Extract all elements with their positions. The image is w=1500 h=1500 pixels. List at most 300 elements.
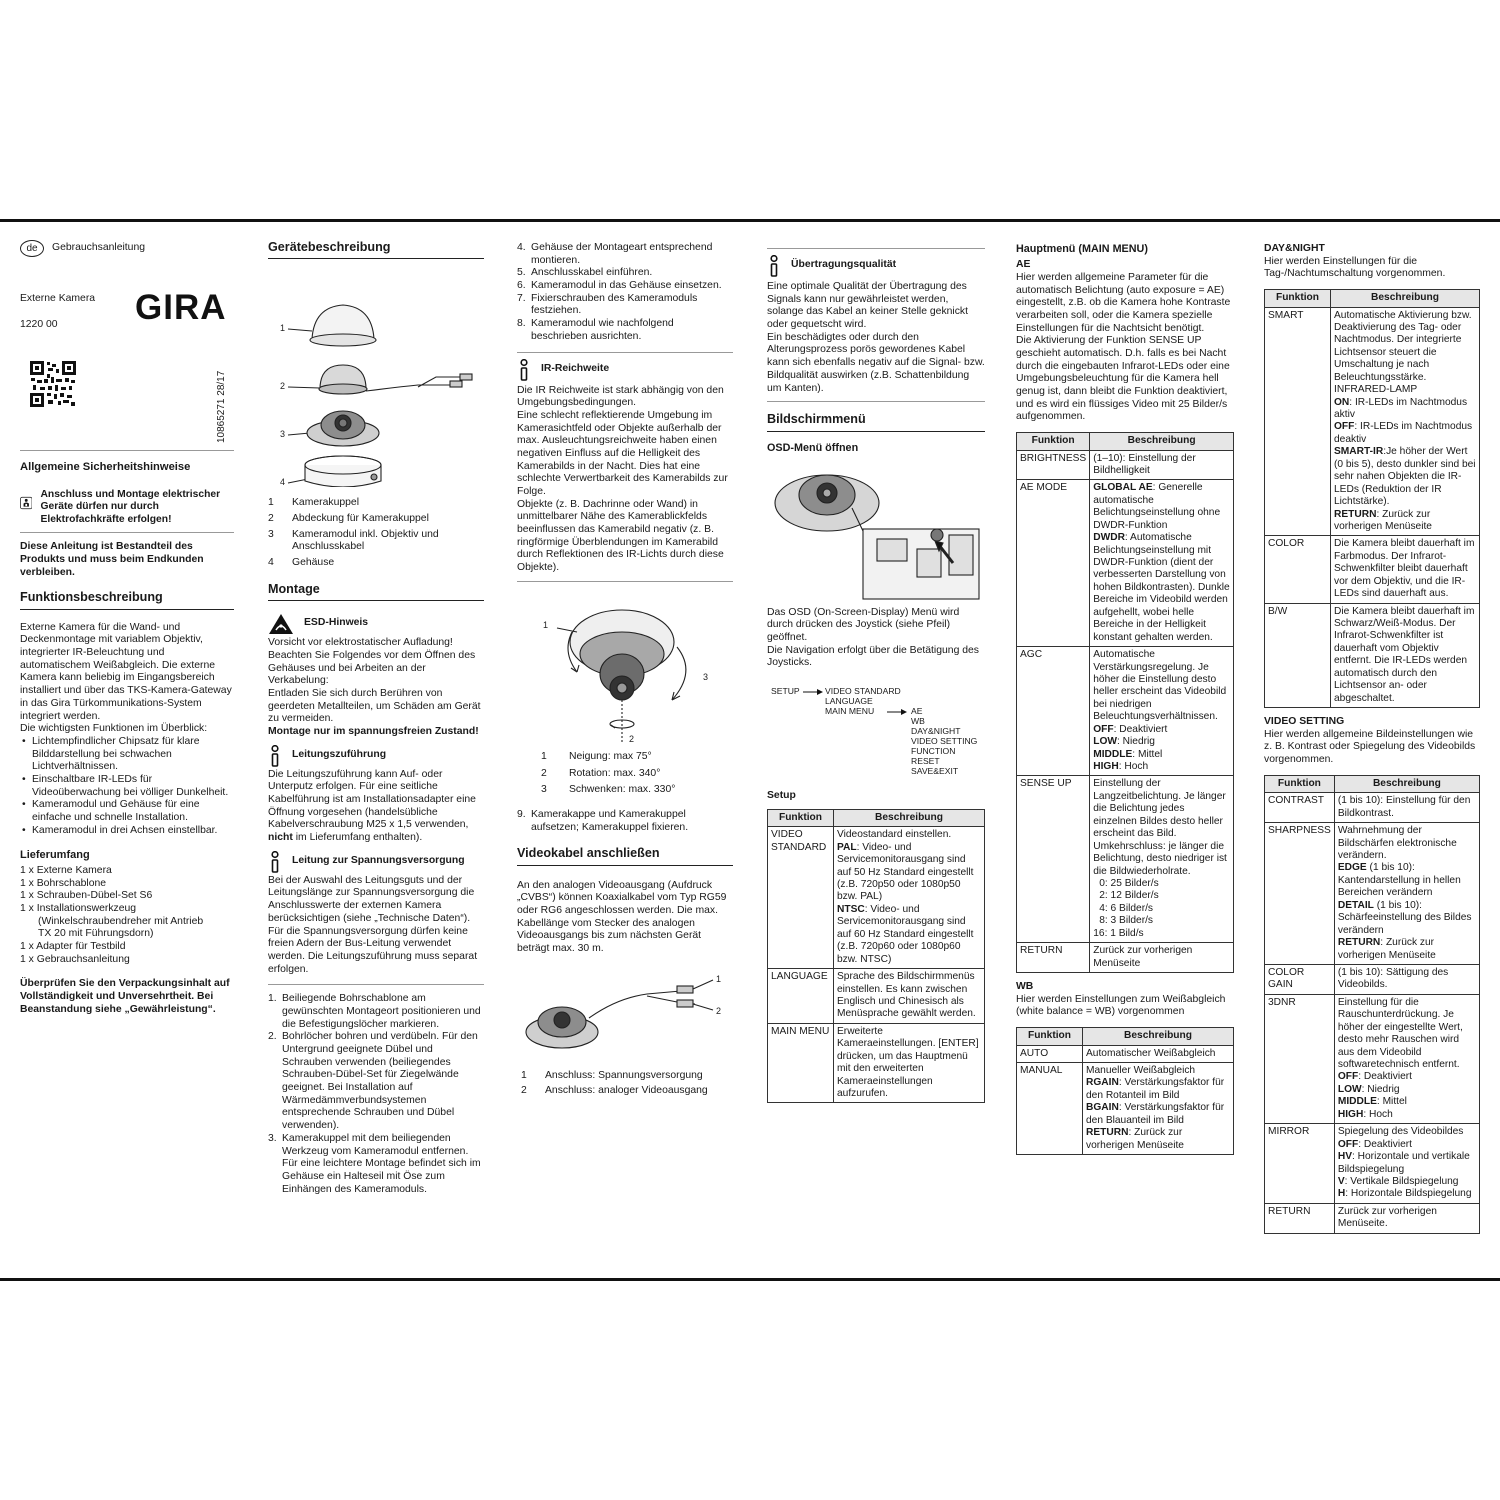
function-bullets (20, 736, 234, 838)
osd-level1: MAIN MENU (825, 706, 875, 717)
arrow-right-icon (803, 688, 823, 696)
adjustment-axes-figure (517, 592, 733, 747)
cell-bold: LOW (1337, 1083, 1362, 1095)
cell-text (1338, 1139, 1476, 1151)
cell-text (1086, 1077, 1230, 1102)
table-cell: Sprache des Bildschirmmenüs einstellen. Es kann zwischen Englisch und Chinesisch als Menüsprache gewählt werden. (834, 969, 985, 1024)
legend-number: 2 (521, 1085, 527, 1097)
table-cell: Die Kamera bleibt dauerhaft im Farbmodus. Der Infrarot-Schwenkfilter bleibt dauerhaft vor dem Objektiv, und die IR-LEDs sind dauerhaft aus. (1331, 536, 1480, 603)
ae-text-2: Die Aktivierung der Funktion SENSE UP geschieht automatisch. D.h. falls es bei Nacht durch die eingebauten Infrarot-LEDs oder eine Umgebungsbeleuchtung für die Kamera hell genug ist, dann bleibt die Funktion deaktiviert, und es wird ein flüssiges Video mit 25 Bilder/s aufgenommen. (1016, 335, 1230, 423)
electrician-warning-icon (20, 489, 32, 517)
cell-text: : Verstärkungsfaktor für den Rotanteil im Bild (1086, 1077, 1225, 1101)
info-icon (268, 851, 282, 873)
table-cell: RETURN (1265, 1203, 1335, 1233)
osd-level2: VIDEO SETTING (911, 736, 978, 747)
table-cell (1334, 1124, 1479, 1204)
cell-bold: LOW (1093, 736, 1117, 748)
joystick-figure (767, 463, 985, 603)
table-row (1017, 647, 1234, 776)
cell-text: Spiegelung des Videobildes (1337, 1126, 1464, 1138)
esd-text-2: Entladen Sie sich durch Berühren von geerdeten Metallteilen, um Schäden am Gerät zu vermeiden. (268, 687, 481, 725)
video-legend (517, 1070, 733, 1098)
cell-text (1093, 761, 1230, 773)
cell-text (1338, 1109, 1476, 1121)
table-row (1265, 823, 1480, 965)
column-3 (517, 242, 733, 1098)
step-text: Bohrlöcher bohren und verdübeln. Für den Untergrund geeignete Dübel und Schrauben verwenden (beiliegendes Schrauben-Dübel-Set für Ziegelwände geeignet. Bei Installation auf Wärmedämmverbundsystemen entsprechende Schrauben und Dübel verwenden). (282, 1031, 478, 1132)
cell-text (1338, 1188, 1476, 1200)
video-setting-title: VIDEO SETTING (1264, 716, 1345, 728)
step-number: 9. (517, 808, 526, 820)
list-item: 1 x Installationswerkzeug (20, 902, 137, 914)
table-row (1017, 1062, 1234, 1154)
cell-bold: RGAIN (1086, 1077, 1119, 1089)
list-item: (Winkelschraubendreher mit Antrieb (38, 915, 204, 927)
qr-code-icon (30, 361, 76, 407)
delivery-title: Lieferumfang (20, 849, 90, 862)
cell-text: : Hoch (1118, 761, 1149, 773)
table-cell (834, 827, 985, 969)
osd-setup: SETUP (771, 686, 800, 697)
list-item (517, 280, 733, 293)
list-item: • Lichtempfindlicher Chipsatz für klare Bilddarstellung bei schwachen Lichtverhältnissen. (20, 736, 234, 774)
table-header: Funktion (1017, 1028, 1083, 1045)
cell-text: : Niedrig (1117, 736, 1155, 748)
safety-note: Diese Anleitung ist Bestandteil des Produkts und muss beim Endkunden verbleiben. (20, 541, 204, 578)
transmission-title: Übertragungsqualität (791, 259, 897, 270)
ir-text-3: Objekte (z. B. Dachrinne oder Wand) in unmittelbarer Nähe des Kamerablickfelds beeinflussen das Kamerabild negativ (z. B. ringförmige Überblendungen im Kamerabild durch Reflektionen des IR-Lichts durch diese Objekte). (517, 498, 724, 574)
table-cell: (1 bis 10): Sättigung des Videobilds. (1334, 964, 1479, 994)
instruction-sheet (0, 219, 1500, 1281)
cell-text (1093, 482, 1230, 532)
function-title: Funktionsbeschreibung (20, 590, 234, 609)
cell-bold: OFF (1337, 1138, 1359, 1150)
cell-bold: DETAIL (1337, 899, 1374, 911)
table-row (768, 969, 985, 1024)
table-cell: Zurück zur vorherigen Menüseite (1090, 943, 1234, 973)
table-row (1265, 536, 1480, 603)
column-5 (1016, 243, 1234, 1155)
delivery-check: Überprüfen Sie den Verpackungsinhalt auf Vollständigkeit und Unversehrtheit. Bei Beanstandung siehe „Gewährleistung“. (20, 978, 230, 1015)
article-number: 1220 00 (20, 319, 58, 330)
legend-text: Abdeckung für Kamerakuppel (292, 513, 429, 525)
list-item: TX 20 mit Führungsdorn) (38, 928, 154, 940)
supply-text (268, 769, 484, 845)
cell-text: : IR-LEDs im Nachtmodus deaktiv (1334, 421, 1473, 445)
step-text: Kameramodul in das Gehäuse einsetzen. (531, 280, 722, 292)
cell-text: : Niedrig (1361, 1083, 1400, 1095)
cell-text (1338, 1176, 1476, 1188)
cell-text (1338, 1096, 1476, 1108)
cell-text: 0: 25 Bilder/s (1099, 877, 1159, 889)
cell-bold: RETURN (1334, 508, 1377, 520)
video-text: An den analogen Videoausgang (Aufdruck „CVBS“) können Koaxialkabel vom Typ RG59 oder RG6 angeschlossen werden. Die max. Kabellänge vom Stecker des analogen Videoausgangs bis zum nächsten Gerät beträgt max. 30 m. (517, 879, 727, 955)
mounting-title: Montage (268, 582, 484, 601)
table-cell: MIRROR (1265, 1124, 1335, 1204)
legend-text: Anschluss: analoger Videoausgang (545, 1085, 708, 1097)
supply-text-bold: nicht (268, 832, 293, 844)
power-note (268, 851, 484, 873)
table-row (1265, 603, 1480, 708)
mounting-step-9 (517, 809, 733, 834)
table-row (1017, 943, 1234, 973)
table-cell: MAIN MENU (768, 1023, 834, 1103)
function-text: Externe Kamera für die Wand- und Deckenmontage mit variablem Objektiv, integrierter IR-Beleuchtung und automatischem Weißabgleich. Die externe Kamera kann beliebig im Eingangsbereich installiert und über das TKS-Kamera-Gateway in das Gira Türkommunikations-System integriert werden. (20, 621, 232, 722)
column-6 (1264, 243, 1480, 1234)
ae-text-1: Hier werden allgemeine Parameter für die automatisch Belichtung (auto exposure = AE) eingestellt, z.B. ob die Kamera hohe Kontraste verarbeiten soll, oder die Kamera spezielle Einstellungen für die Nachtsicht benötigt. (1016, 271, 1231, 334)
list-item (517, 318, 733, 343)
power-title: Leitung zur Spannungsversorgung (292, 854, 465, 866)
table-cell (1331, 307, 1480, 536)
list-item: 1 x Externe Kamera (20, 864, 112, 876)
cell-text: 4: 6 Bilder/s (1099, 902, 1154, 914)
step-number: 7. (517, 292, 526, 304)
figure-number: 4 (280, 477, 286, 488)
cell-text: : IR-LEDs im Nachtmodus aktiv (1334, 396, 1468, 420)
gira-logo: GIRA (135, 288, 227, 327)
language-badge: de (20, 240, 44, 257)
cell-bold: HV (1337, 1151, 1352, 1163)
step-number: 6. (517, 280, 526, 292)
safety-warning (20, 489, 234, 527)
cell-text: : Horizontale Bildspiegelung (1345, 1188, 1472, 1200)
column-4 (767, 248, 985, 1103)
step-text: Kamerakappe und Kamerakuppel aufsetzen; Kamerakuppel fixieren. (531, 808, 689, 833)
table-cell: SENSE UP (1017, 776, 1090, 943)
list-item: 1 x Bohrschablone (20, 877, 107, 889)
ae-title: AE (1016, 259, 1031, 271)
table-header: Funktion (1265, 775, 1335, 792)
cell-text (1334, 397, 1476, 422)
osd-level2: WB (911, 716, 925, 727)
table-cell: (1 bis 10): Einstellung für den Bildkontrast. (1334, 793, 1479, 823)
cell-bold: H (1337, 1188, 1346, 1200)
legend-number: 3 (541, 784, 547, 796)
figure-number: 1 (280, 323, 286, 334)
legend-text: Neigung: max 75° (569, 750, 652, 762)
supply-text-b: im Lieferumfang enthalten). (295, 832, 423, 844)
list-item: 1 x Schrauben-Dübel-Set S6 (20, 890, 153, 902)
legend-number: 2 (541, 767, 547, 779)
legend-number: 4 (268, 557, 274, 569)
esd-note (268, 613, 484, 635)
cell-text (1338, 1151, 1476, 1176)
list-item: 1 x Gebrauchsanleitung (20, 953, 130, 965)
cell-text (1334, 421, 1476, 446)
legend-text: Gehäuse (292, 557, 335, 569)
legend-number: 1 (541, 750, 547, 762)
table-cell: COLOR (1265, 536, 1331, 603)
list-item: • Kameramodul in drei Achsen einstellbar. (20, 825, 234, 838)
step-number: 3. (268, 1132, 277, 1144)
step-text: Fixierschrauben des Kameramoduls festziehen. (531, 292, 698, 317)
cell-text: Automatische Verstärkungsregelung. Je höher die Einstellung desto heller erscheint das Videobild bei niedrigen Beleuchtungsverhältnissen. (1093, 649, 1227, 723)
list-item (268, 1133, 484, 1196)
transmission-text-2: Ein beschädigtes oder durch den Alterungsprozess porös gewordenes Kabel kann sich ebenfalls negativ auf die Signal- bzw. Bildqualität auswirken (z.B. Schattenbildung um Kanten). (767, 331, 985, 394)
osd-text-2: Die Navigation erfolgt über die Betätigung des Joysticks. (767, 644, 979, 669)
legend-text: Anschluss: Spannungsversorgung (545, 1069, 703, 1081)
axis-number: 3 (703, 671, 709, 682)
arrow-right-icon (887, 708, 907, 716)
cell-bold: RETURN (1337, 937, 1381, 949)
step-number: 5. (517, 267, 526, 279)
step-text: Kameramodul wie nachfolgend beschrieben ausrichten. (531, 318, 674, 342)
cell-text: : Hoch (1363, 1108, 1393, 1120)
esd-warning-icon (268, 613, 294, 635)
list-item (268, 1031, 484, 1133)
cell-text (1093, 532, 1230, 644)
cell-bold: RETURN (1086, 1127, 1129, 1139)
step-number: 8. (517, 318, 526, 330)
figure-number: 1 (716, 973, 722, 984)
cell-bold: DWDR (1093, 532, 1125, 544)
cell-text: : Mittel (1376, 1096, 1407, 1108)
table-cell: VIDEO STANDARD (768, 827, 834, 969)
esd-text: Vorsicht vor elektrostatischer Aufladung! Beachten Sie Folgendes vor dem Öffnen des Gehäuses und bei Arbeiten an der Verkabelung: (268, 637, 476, 687)
table-cell (1090, 776, 1234, 943)
cell-text: 16: 1 Bild/s (1093, 927, 1144, 939)
legend-text: Kamerakuppel (292, 497, 360, 509)
cell-text: Wahrnehmung der Bildschärfen elektronische verändern. (1337, 825, 1457, 861)
ae-table (1016, 432, 1234, 973)
table-cell: CONTRAST (1265, 793, 1335, 823)
table-row (1265, 1124, 1480, 1204)
osd-level2: DAY&NIGHT (911, 726, 961, 737)
step-text: Beiliegende Bohrschablone am gewünschten Montageort positionieren und die Befestigungslöcher markieren. (282, 993, 481, 1030)
daynight-table (1264, 289, 1480, 708)
delivery-list (20, 865, 234, 967)
device-legend (268, 497, 484, 569)
table-cell (1090, 647, 1234, 776)
ir-note (517, 359, 733, 381)
esd-title: ESD-Hinweis (304, 617, 369, 629)
cell-text: Automatische Aktivierung bzw. Deaktivierung des Tag- oder Nachtmodus. Der integrierte Lichtsensor steuert die Umschaltung je nach Beleuchtungsstärke. (1334, 309, 1472, 383)
table-row (768, 1023, 985, 1103)
list-item: 1 x Adapter für Testbild (20, 940, 126, 952)
cell-bold: OFF (1334, 421, 1355, 433)
table-cell: 3DNR (1265, 994, 1335, 1123)
cell-text (1338, 862, 1476, 899)
esd-bold: Montage nur im spannungsfreien Zustand! (268, 725, 479, 737)
list-item (517, 809, 733, 834)
table-header: Beschreibung (1331, 290, 1480, 307)
video-setting-table (1264, 775, 1480, 1234)
list-item (268, 993, 484, 1031)
video-setting-text: Hier werden allgemeine Bildeinstellungen wie z. B. Kontrast oder Spiegelung des Videobilds vorgenommen. (1264, 728, 1476, 766)
supply-title: Leitungszuführung (292, 748, 387, 760)
table-header: Beschreibung (1334, 775, 1479, 792)
supply-note (268, 745, 484, 767)
cell-text: (1 bis 10): Kantendarstellung in hellen Bereichen verändern (1337, 862, 1461, 899)
cell-text (1093, 724, 1230, 736)
cell-text: : Horizontale und vertikale Bildspiegelung (1337, 1151, 1470, 1175)
axis-number: 2 (629, 733, 635, 744)
axis-number: 1 (543, 619, 549, 630)
cell-text: 2: 12 Bilder/s (1099, 890, 1159, 902)
daynight-text: Hier werden Einstellungen für die Tag-/Nachtumschaltung vorgenommen. (1264, 255, 1446, 280)
table-cell (1334, 823, 1479, 965)
legend-number: 1 (521, 1069, 527, 1081)
ir-text-1: Die IR Reichweite ist stark abhängig von den Umgebungsbedingungen. (517, 384, 724, 409)
legend-text: Rotation: max. 340° (569, 767, 661, 779)
cell-bold: PAL (837, 841, 857, 853)
cell-text (1334, 446, 1476, 508)
step-number: 4. (517, 242, 526, 253)
step-text: Anschlusskabel einführen. (531, 267, 653, 279)
power-text-1: Bei der Auswahl des Leitungsguts und der Leitungslänge zur Spannungsversorgung die Anschlusswerte der externen Kamera berücksichtigen (siehe „Technische Daten“). (268, 874, 475, 924)
function-intro: Die wichtigsten Funktionen im Überblick: (20, 723, 208, 735)
cell-bold: OFF (1337, 1071, 1359, 1083)
osd-level1: LANGUAGE (825, 696, 873, 707)
legend-text: Schwenken: max. 330° (569, 784, 676, 796)
table-cell: COLOR GAIN (1265, 964, 1335, 994)
cell-text (1334, 509, 1476, 534)
ir-title: IR-Reichweite (541, 362, 610, 374)
cell-text (1338, 1084, 1476, 1096)
table-cell: Erweiterte Kameraeinstellungen. [ENTER] drücken, um das Hauptmenü mit den erweiterten Kameraeinstellungen aufzurufen. (834, 1023, 985, 1103)
cell-text: Manueller Weißabgleich (1086, 1064, 1196, 1076)
transmission-note (767, 255, 985, 277)
step-text: Kamerakuppel mit dem beiliegenden Werkzeug vom Kameramodul entfernen. Für eine leichtere Montage befindet sich im Gehäuse ein Halteseil mit Öse zum Einhängen des Kameramoduls. (282, 1132, 481, 1195)
table-cell: (1–10): Einstellung der Bildhelligkeit (1090, 450, 1234, 480)
osd-text-1: Das OSD (On-Screen-Display) Menü wird durch drücken des Joystick (siehe Pfeil) geöffnet. (767, 606, 960, 644)
table-cell: AE MODE (1017, 480, 1090, 647)
table-row (1265, 307, 1480, 536)
supply-text-a: Die Leitungszuführung kann Auf- oder Unterputz erfolgen. Für eine seitliche Kabelführung ist am Installationsadapter eine Öffnung vorgesehen (handelsübliche Kabelverschraubung M25 x 1,5 verwenden, (268, 768, 476, 831)
table-cell: AUTO (1017, 1045, 1083, 1062)
list-item: • Einschaltbare IR-LEDs für Videoüberwachung bei völliger Dunkelheit. (20, 774, 234, 799)
column-1 (20, 240, 234, 1016)
osd-open-title: OSD-Menü öffnen (767, 441, 859, 454)
daynight-title: DAY&NIGHT (1264, 243, 1325, 254)
table-row (1265, 1203, 1480, 1233)
cell-bold: GLOBAL AE (1093, 482, 1153, 494)
cell-bold: V (1337, 1175, 1345, 1187)
cell-bold: EDGE (1337, 862, 1367, 874)
list-item (517, 293, 733, 318)
column-2 (268, 240, 484, 1196)
cell-text: Videostandard einstellen. (837, 829, 952, 841)
cell-text (1338, 937, 1476, 962)
table-cell: Zurück zur vorherigen Menüseite. (1334, 1203, 1479, 1233)
cell-bold: HIGH (1093, 761, 1119, 773)
osd-level2: FUNCTION (911, 746, 956, 757)
cell-bold: MIDDLE (1093, 748, 1133, 760)
cell-text (1093, 736, 1230, 748)
osd-menu-tree (767, 686, 985, 786)
table-header: Beschreibung (834, 809, 985, 826)
step-text: Gehäuse der Montageart entsprechend montieren. (531, 242, 713, 266)
table-cell (1334, 994, 1479, 1123)
cell-text: Einstellung für die Rauschunterdrückung. Je höher der eingestellte Wert, desto mehr Rauschen wird aus dem Videobild softwaretechnisch entfernt. (1337, 996, 1463, 1070)
table-cell: SMART (1265, 307, 1331, 536)
cell-bold: NTSC (837, 903, 865, 915)
cell-text: : Deaktiviert (1358, 1071, 1413, 1083)
cell-text: (1 bis 10): Schärfeeinstellung des Bildes verändern (1337, 899, 1472, 936)
osd-level2: AE (911, 706, 923, 717)
cell-text (1093, 749, 1230, 761)
doc-type: Gebrauchsanleitung (52, 242, 146, 254)
table-header: Beschreibung (1090, 433, 1234, 450)
info-icon (767, 255, 781, 277)
figure-number: 2 (280, 381, 286, 392)
cell-text: : Verstärkungsfaktor für den Blauanteil im Bild (1086, 1102, 1225, 1126)
osd-level2: RESET (911, 756, 940, 767)
video-cable-figure (517, 970, 733, 1060)
cell-text: : Video- und Servicemonitorausgang sind auf 60 Hz Standard eingestellt (z.B. 720p60 oder 1080p60 bzw. NTSC) (837, 903, 974, 965)
table-cell: Die Kamera bleibt dauerhaft im Schwarz/Weiß-Modus. Der Infrarot-Schwenkfilter ist dauerhaft vom Objektiv entfernt. Die IR-LEDs werden automatisch durch den Lichtsensor an- oder abgeschaltet. (1331, 603, 1480, 708)
ir-text-2: Eine schlecht reflektierende Umgebung im Kamerasichtfeld oder Objekte außerhalb der max. Ausleuchtungsreichweite haben einen negativen Einfluss auf die Helligkeit des Kamerabilds in der Nacht. Dies hat eine schlechte Verwertbarkeit des Kamerabilds zur Folge. (517, 409, 728, 497)
cell-text: : Mittel (1132, 748, 1163, 760)
table-cell (1083, 1062, 1234, 1154)
mounting-steps-2 (517, 242, 733, 344)
cell-text: : Generelle automatische Belichtungseinstellung ohne DWDR-Funktion (1093, 482, 1221, 531)
cell-text: : Zurück zur vorherigen Menüseite (1086, 1127, 1184, 1151)
table-row (1017, 776, 1234, 943)
safety-title: Allgemeine Sicherheitshinweise (20, 461, 191, 473)
table-row (1017, 450, 1234, 480)
cell-bold: SMART-IR (1334, 446, 1384, 458)
info-icon (268, 745, 282, 767)
cell-text: Einstellung der Langzeitbelichtung. Je länger die Belichtung jedes einzelnen Bildes desto heller erscheint das Bild. Umkehrschluss: je länger die Belichtung, desto niedriger ist die Bildwiederholrate. (1093, 778, 1227, 877)
osd-level1: VIDEO STANDARD (825, 686, 901, 697)
table-cell: MANUAL (1017, 1062, 1083, 1154)
table-cell: AGC (1017, 647, 1090, 776)
cell-text (1086, 1102, 1230, 1127)
table-header: Funktion (768, 809, 834, 826)
cell-text: 8: 3 Bilder/s (1099, 915, 1154, 927)
wb-table (1016, 1027, 1234, 1155)
table-row (1017, 1045, 1234, 1062)
table-cell: Automatischer Weißabgleich (1083, 1045, 1234, 1062)
cell-text (837, 904, 981, 966)
cell-text: : Video- und Servicemonitorausgang sind auf 50 Hz Standard eingestellt (z.B. 720p50 oder 1080p50 bzw. PAL) (837, 841, 974, 903)
cell-text: : Vertikale Bildspiegelung (1344, 1175, 1459, 1187)
figure-number: 3 (280, 429, 286, 440)
table-cell: B/W (1265, 603, 1331, 708)
cell-bold: HIGH (1337, 1108, 1364, 1120)
cell-text: INFRARED-LAMP (1334, 384, 1418, 396)
table-header: Beschreibung (1083, 1028, 1234, 1045)
figure-number: 2 (716, 1005, 722, 1016)
cell-text (837, 842, 981, 904)
cell-text: : Zurück zur vorherigen Menüseite (1337, 937, 1436, 961)
table-row (1265, 793, 1480, 823)
cell-text: : Zurück zur vorherigen Menüseite (1334, 508, 1432, 532)
legend-number: 1 (268, 497, 274, 509)
power-text-2: Für die Spannungsversorgung dürfen keine freien Adern der Bus-Leitung verwendet werden. Die Leitungszuführung muss separat erfolgen. (268, 925, 478, 975)
osd-title: Bildschirmmenü (767, 412, 985, 431)
cell-bold: ON (1334, 396, 1350, 408)
mounting-steps (268, 993, 484, 1196)
safety-warning-text: Anschluss und Montage elektrischer Geräte dürfen nur durch Elektrofachkräfte erfolgen! (40, 488, 221, 525)
table-row (1265, 994, 1480, 1123)
transmission-text-1: Eine optimale Qualität der Übertragung des Signals kann nur gewährleistet werden, solange das Kabel an keiner Stelle geknickt oder gequetscht wird. (767, 281, 969, 331)
list-item (517, 267, 733, 280)
wb-title: WB (1016, 981, 1034, 993)
cell-text: :Je höher der Wert (0 bis 5), desto dunkler sind bei sehr nahen Objekten die IR-LEDs (Reduktion der IR Lichtstärke). (1334, 446, 1476, 508)
table-row (768, 827, 985, 969)
setup-table (767, 809, 985, 1104)
legend-text: Kameramodul inkl. Objektiv und Anschlusskabel (292, 528, 439, 553)
legend-number: 3 (268, 528, 274, 540)
cell-text (1338, 900, 1476, 937)
cell-text: : Deaktiviert (1113, 723, 1168, 735)
table-row (1017, 480, 1234, 647)
cell-text (1338, 1071, 1476, 1083)
cell-bold: BGAIN (1086, 1102, 1119, 1114)
list-item: • Kameramodul und Gehäuse für eine einfache und schnelle Installation. (20, 799, 234, 824)
